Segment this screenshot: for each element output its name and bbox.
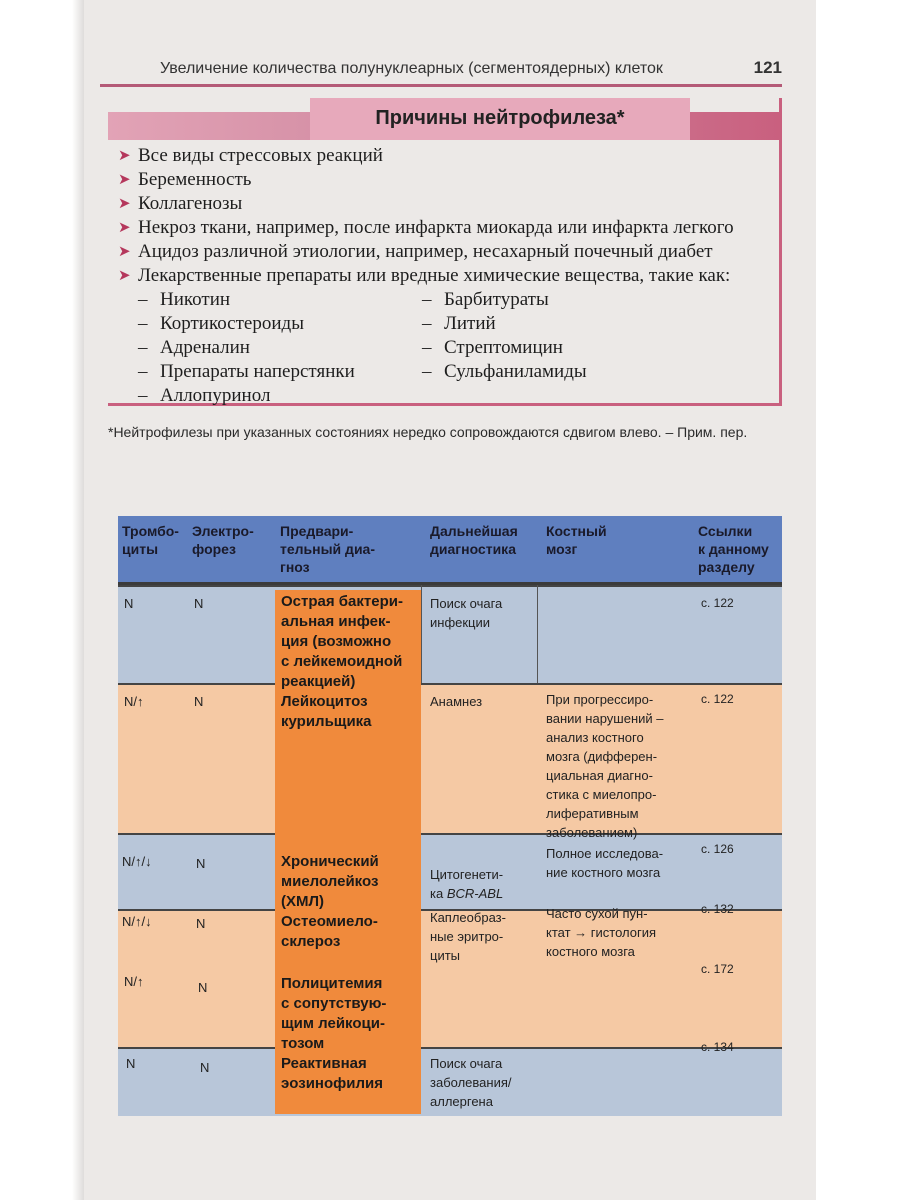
drug-item: – Сульфаниламиды: [422, 361, 587, 382]
cell-ref: с. 122: [701, 692, 734, 706]
cell-platelets: N/↑: [124, 974, 144, 989]
drug-item: – Кортикостероиды: [138, 313, 304, 334]
drug-item: – Препараты наперстянки: [138, 361, 355, 382]
list-item: ➤ Все виды стрессовых реакций: [118, 145, 383, 166]
cell-ref: с. 126: [701, 842, 734, 856]
header-rule: [100, 84, 782, 87]
neutrophilia-causes-box: [108, 98, 782, 406]
cell-platelets: N/↑: [124, 694, 144, 709]
header-further: Дальнейшая диагностика: [430, 523, 518, 557]
cell-electrophoresis: N: [196, 916, 206, 931]
drug-column-left: [138, 288, 355, 408]
arrow-icon: ➤: [118, 172, 131, 188]
cell-electrophoresis: N: [200, 1060, 210, 1075]
cell-electrophoresis: N: [194, 596, 204, 611]
further-line-2: ка BCR-ABL: [430, 886, 504, 901]
cell-further: Поиск очага инфекции: [430, 596, 503, 630]
arrow-icon: ➤: [118, 148, 131, 164]
drug-item: – Барбитураты: [422, 289, 549, 310]
drug-item: – Литий: [422, 313, 496, 334]
cell-ref: с. 172: [701, 962, 734, 976]
causes-list: [118, 144, 778, 408]
cell-further: Каплеобраз- ные эритро- циты: [430, 910, 506, 963]
header-marrow: Костный мозг: [546, 523, 607, 557]
diagnosis-table: [118, 516, 782, 1114]
cell-marrow: Часто сухой пун- ктат → гистология костного мозга: [546, 906, 657, 959]
header-platelets: Тромбо- циты: [122, 523, 179, 557]
cell-diagnosis: Полицитемия с сопутствую- щим лейкоци- тозом: [281, 975, 387, 1052]
box-title: Причины нейтрофилеза*: [310, 98, 690, 140]
cell-diagnosis: Острая бактери- альная инфек- ция (возможно с лейкемоидной реакцией): [281, 593, 403, 690]
drug-item: – Адреналин: [138, 337, 250, 358]
drug-list: [118, 288, 778, 408]
drug-item: – Аллопуринол: [138, 385, 271, 406]
cell-platelets: N: [126, 1056, 136, 1071]
list-item: ➤ Некроз ткани, например, после инфаркта миокарда или инфаркта легкого: [118, 217, 734, 238]
list-item: ➤ Лекарственные препараты или вредные химические вещества, такие как:: [118, 265, 731, 286]
drug-item: – Никотин: [138, 289, 231, 310]
arrow-icon: ➤: [118, 220, 131, 236]
drug-item: – Стрептомицин: [422, 337, 563, 358]
list-item: ➤ Ацидоз различной этиологии, например, несахарный почечный диабет: [118, 241, 713, 262]
header-title: Увеличение количества полунуклеарных (сегментоядерных) клеток: [160, 60, 663, 77]
page-number: 121: [753, 58, 782, 77]
arrow-icon: ➤: [118, 268, 131, 284]
cell-marrow: Полное исследова- ние костного мозга: [546, 846, 664, 880]
cell-diagnosis: Хронический миелолейкоз (ХМЛ): [281, 853, 379, 910]
further-line-1: Цитогенети-: [430, 867, 504, 882]
cell-further: Поиск очага заболевания/ аллергена: [430, 1056, 512, 1109]
arrow-icon: ➤: [118, 244, 131, 260]
header-electrophoresis: Электро- форез: [192, 523, 254, 557]
cell-marrow: При прогрессиро- вании нарушений – анализ костного мозга (дифферен- циальная диагно- стика с миелопро- лиферативным заболеванием): [546, 692, 664, 840]
cell-diagnosis: Остеомиело- склероз: [281, 913, 378, 950]
cell-diagnosis: Реактивная эозинофилия: [281, 1055, 383, 1092]
table-header: [118, 516, 782, 585]
header-diagnosis: Предвари- тельный диа- гноз: [280, 523, 375, 575]
cell-electrophoresis: N: [196, 856, 206, 871]
column-divider: [421, 585, 422, 683]
cell-platelets: N/↑/↓: [122, 914, 152, 929]
header-ref: Ссылки к данному разделу: [698, 523, 769, 575]
drug-column-right: [422, 288, 587, 384]
cell-ref: с. 132: [701, 902, 734, 916]
cell-electrophoresis: N: [198, 980, 208, 995]
arrow-icon: ➤: [118, 196, 131, 212]
list-item: ➤ Беременность: [118, 169, 252, 190]
list-item: ➤ Коллагенозы: [118, 193, 243, 214]
footnote: *Нейтрофилезы при указанных состояниях нередко сопровождаются сдвигом влево. – Прим. пер.: [108, 424, 748, 440]
cell-platelets: N/↑/↓: [122, 854, 152, 869]
running-header: [160, 58, 782, 84]
cell-platelets: N: [124, 596, 134, 611]
cell-diagnosis: Лейкоцитоз курильщика: [281, 693, 372, 730]
cell-further: Анамнез: [430, 694, 483, 709]
cell-ref: с. 122: [701, 596, 734, 610]
column-divider: [537, 585, 538, 683]
cell-electrophoresis: N: [194, 694, 204, 709]
cell-further: [430, 846, 503, 903]
cell-ref: с. 134: [701, 1040, 734, 1054]
